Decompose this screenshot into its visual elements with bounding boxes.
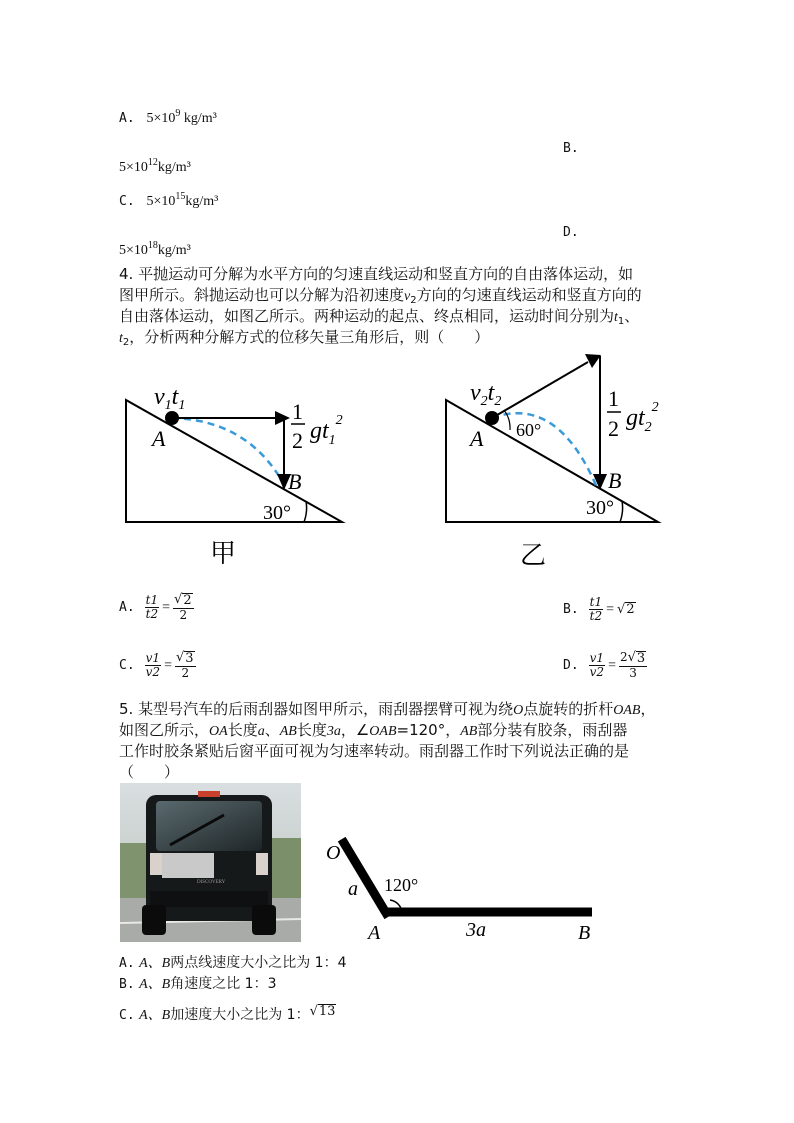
q5-option-c: C. A、B加速度大小之比为 1：√ 13 bbox=[119, 1004, 336, 1023]
point-b: B bbox=[608, 468, 622, 493]
half-num: 1 bbox=[608, 386, 619, 411]
q4-option-d: D. $\frac{v1}{v2}$ = 2√ 3 3 bbox=[563, 650, 646, 680]
q3-option-c: C. $5\times 10^{15}kg/m^3$ bbox=[119, 191, 219, 209]
angle-label: 30° bbox=[263, 502, 291, 524]
label-a-side: a bbox=[348, 878, 358, 900]
figure-caption: 乙 bbox=[520, 541, 547, 570]
q4-stem-line3: 自由落体运动，如图乙所示。两种运动的起点、终点相同，运动时间分别为$t_1$、 bbox=[119, 307, 640, 327]
half-den: 2 bbox=[292, 428, 303, 453]
point-a: A bbox=[152, 426, 166, 451]
label-o: O bbox=[326, 842, 341, 864]
q4-option-b: B. $\frac{t1}{t2}$ = √ 2 bbox=[563, 595, 635, 623]
q5-stem-line1: 5. 某型号汽车的后雨刮器如图甲所示，雨刮器摆臂可视为绕O点旋转的折杆OAB， bbox=[119, 700, 656, 718]
q5-stem-line2: 如图乙所示，OA长度a、AB长度3a，∠OAB=120°，AB部分装有胶条，雨刮器 bbox=[119, 721, 628, 739]
gt-label: $gt_1^2$ bbox=[310, 413, 343, 448]
license-plate bbox=[162, 853, 214, 878]
q4-option-a: A. $\frac{t1}{t2}$ = √ 2 2 bbox=[119, 592, 192, 622]
trajectory-curve bbox=[172, 418, 286, 488]
q3-option-d-label: D. bbox=[563, 225, 579, 240]
velocity-arrowhead bbox=[275, 411, 290, 425]
q5-stem-line4: （ ） bbox=[119, 763, 180, 781]
q3-option-b-value: $5\times 10^{12}kg/m^3$ bbox=[119, 157, 191, 175]
point-b: B bbox=[288, 469, 302, 494]
q4-option-c: C. $\frac{v1}{v2}$ = √ 3 2 bbox=[119, 650, 194, 680]
angle-arc bbox=[304, 501, 307, 522]
q4-figure-left bbox=[120, 360, 360, 575]
q3-option-b-label: B. bbox=[563, 141, 579, 156]
label-b: B bbox=[578, 922, 591, 944]
angle-top-label: 60° bbox=[516, 420, 542, 440]
badge-text: DISCOVERY bbox=[197, 880, 226, 885]
q4-stem-line2: 图甲所示。斜抛运动也可以分解为沿初速度$v_2$方向的匀速直线运动和竖直方向的 bbox=[119, 286, 642, 306]
q5-option-a: A. A、B两点线速度大小之比为 1：4 bbox=[119, 955, 347, 971]
velocity-arrow-line bbox=[492, 362, 588, 418]
left-tire bbox=[142, 905, 166, 935]
q3-option-a: A. $5\times 10^9$ kg/m³ bbox=[119, 108, 217, 126]
q5-car-photo bbox=[120, 783, 301, 942]
q4-figure-right bbox=[440, 350, 680, 575]
q3-option-d-value: $5\times 10^{18}kg/m^3$ bbox=[119, 240, 191, 258]
v-label: $v_1t_1$ bbox=[154, 384, 186, 413]
gt-label: $gt_2^2$ bbox=[626, 400, 659, 435]
angle-arc bbox=[620, 501, 623, 522]
q4-stem-line1: 4. 平抛运动可分解为水平方向的匀速直线运动和竖直方向的自由落体运动，如 bbox=[119, 265, 634, 283]
velocity-arrowhead bbox=[585, 354, 601, 368]
half-num: 1 bbox=[292, 399, 303, 424]
angle-label: 30° bbox=[586, 497, 614, 519]
half-den: 2 bbox=[608, 416, 619, 441]
q5-option-b: B. A、B角速度之比 1：3 bbox=[119, 976, 277, 992]
right-tire bbox=[252, 905, 276, 935]
q5-stem-line3: 工作时胶条紧贴后窗平面可视为匀速率转动。雨刮器工作时下列说法正确的是 bbox=[119, 742, 630, 760]
point-a: A bbox=[470, 426, 484, 451]
label-a: A bbox=[368, 922, 381, 944]
figure-caption: 甲 bbox=[210, 539, 237, 568]
q4-stem-line4: $t_2$，分析两种分解方式的位移矢量三角形后，则（ ） bbox=[119, 328, 490, 348]
q5-wiper-diagram bbox=[320, 835, 600, 945]
v-label: $v_2t_2$ bbox=[470, 380, 502, 409]
label-len: 3a bbox=[466, 919, 486, 941]
label-angle: 120° bbox=[384, 875, 419, 895]
